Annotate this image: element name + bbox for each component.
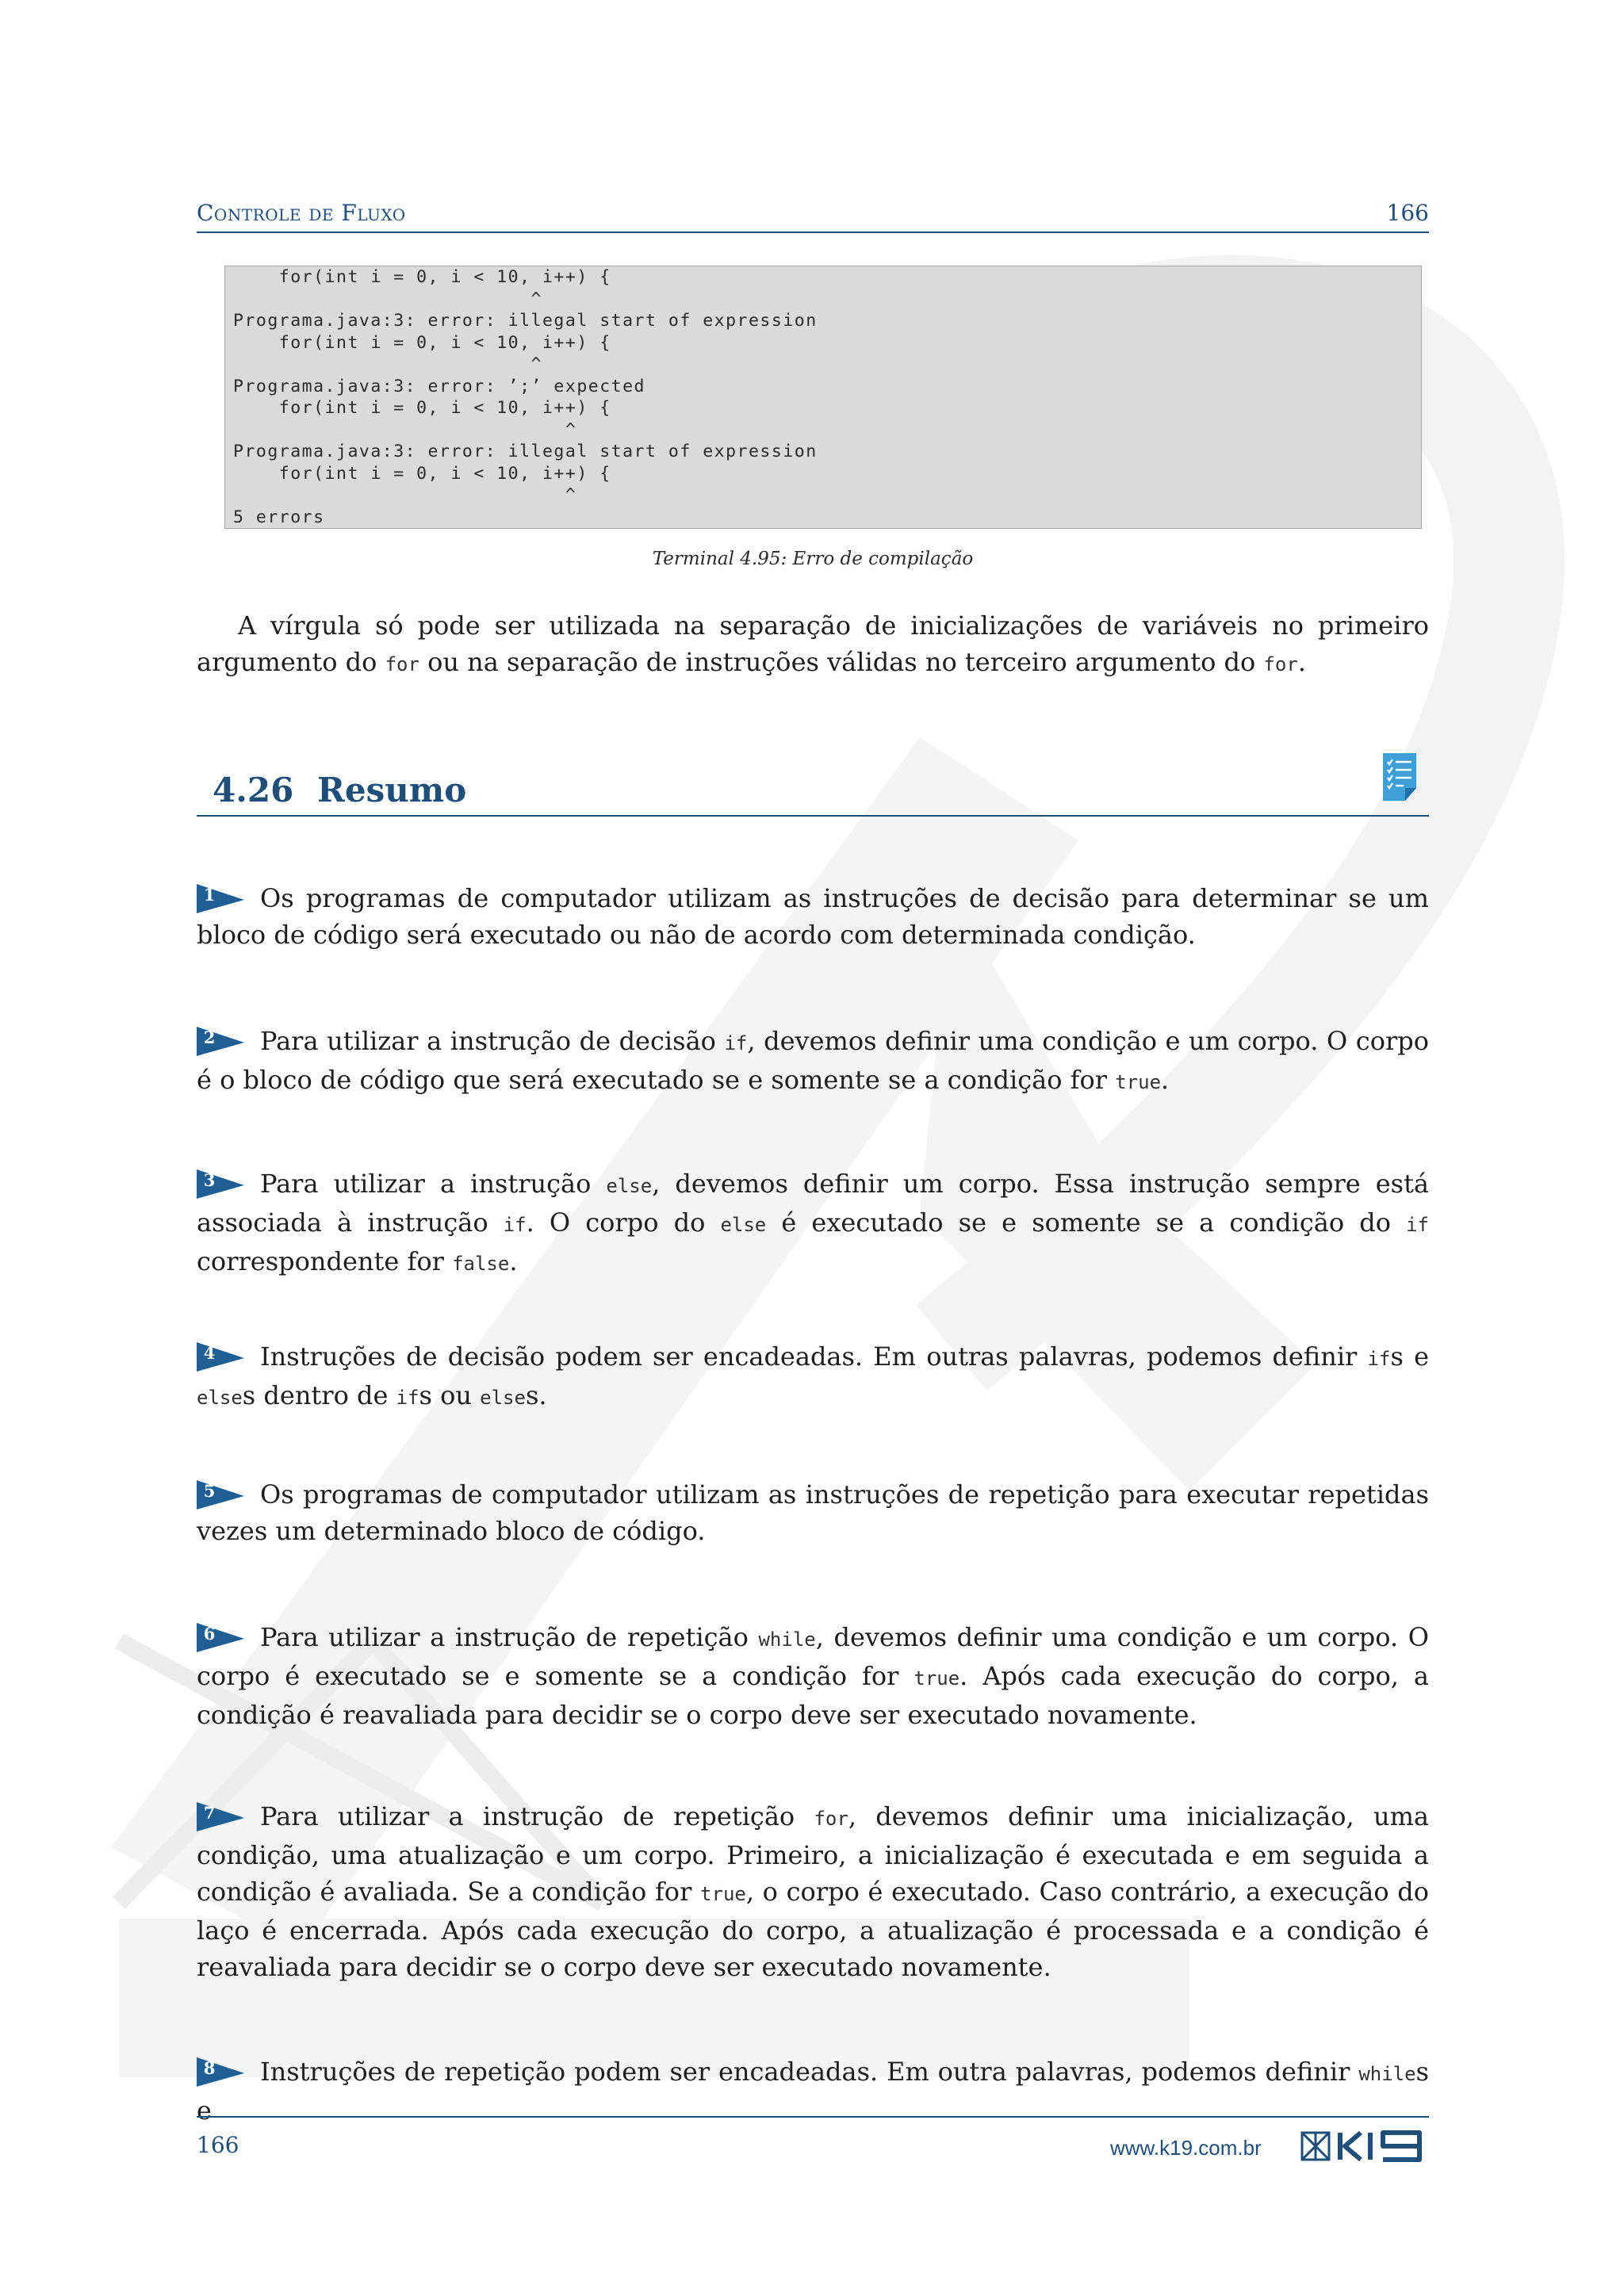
terminal-line: Programa.java:3: error: illegal start of expression <box>233 442 818 461</box>
item-text: , devemos definir uma condição e um corpo. O corpo é o bloco de código que será executado se e somente se a condição for <box>197 1026 1429 1095</box>
terminal-line: for(int i = 0, i < 10, i++) { <box>233 332 611 353</box>
inline-code: true <box>914 1667 960 1689</box>
terminal-line: Programa.java:3: error: illegal start of expression <box>233 311 818 331</box>
inline-code: else <box>480 1387 526 1409</box>
item-number-badge <box>197 1340 244 1373</box>
item-number: 7 <box>203 1803 216 1823</box>
inline-code: while <box>758 1628 816 1651</box>
inline-code: for <box>385 653 419 675</box>
item-text: , devemos definir uma inicialização, uma condição, uma atualização e um corpo. Primeiro, a inicialização é executada e em seguida a condição é avaliada. Se a condição for <box>197 1801 1430 1907</box>
summary-item <box>197 1338 1429 1416</box>
inline-code: if <box>724 1032 748 1054</box>
inline-code: if <box>503 1214 527 1236</box>
intro-text: ou na separação de instruções válidas no terceiro argumento do <box>419 647 1264 677</box>
item-text: Para utilizar a instrução de repetição <box>260 1622 759 1652</box>
item-text: . Após cada execução do corpo, a condição é reavaliada para decidir se o corpo deve ser executado novamente. <box>197 1661 1429 1730</box>
summary-item <box>197 1023 1429 1100</box>
terminal-line: 5 errors <box>233 507 325 527</box>
terminal-line: for(int i = 0, i < 10, i++) { <box>233 463 611 484</box>
item-text: é executado se e somente se a condição do <box>766 1207 1407 1238</box>
terminal-line: ^ <box>233 419 577 440</box>
inline-code: true <box>700 1883 746 1905</box>
item-text: Instruções de decisão podem ser encadeadas. Em outras palavras, podemos definir <box>260 1341 1368 1372</box>
item-text: . O corpo do <box>526 1207 721 1238</box>
terminal-output <box>224 266 1422 529</box>
section-number: 4.26 <box>213 771 294 809</box>
item-text: Para utilizar a instrução de repetição <box>260 1801 814 1831</box>
terminal-line: ^ <box>233 289 542 309</box>
footer-rule <box>197 2116 1429 2118</box>
item-text: Os programas de computador utilizam as instruções de repetição para executar repetidas vezes um determinado bloco de código. <box>197 1479 1429 1546</box>
summary-item <box>197 1476 1429 1549</box>
inline-code: else <box>720 1214 767 1236</box>
header-page-number: 166 <box>1386 200 1429 226</box>
summary-item <box>197 1798 1429 1985</box>
terminal-line: ^ <box>233 354 542 374</box>
item-number: 3 <box>203 1170 216 1190</box>
section-heading <box>197 763 1429 817</box>
inline-code: else <box>606 1175 653 1197</box>
inline-code: true <box>1115 1071 1162 1093</box>
item-number-badge <box>197 1478 244 1511</box>
item-number-badge <box>197 1024 244 1058</box>
item-text: . <box>1161 1065 1170 1095</box>
intro-text: A vírgula só pode ser utilizada na separação de inicializações de variáveis no primeiro argumento do <box>197 610 1429 677</box>
item-number-badge <box>197 2055 244 2088</box>
item-text: . <box>509 1246 518 1276</box>
item-number: 8 <box>203 2058 216 2078</box>
item-number-badge <box>197 1800 244 1833</box>
terminal-line: Programa.java:3: error: ’;’ expected <box>233 376 645 396</box>
item-number: 4 <box>203 1343 216 1363</box>
terminal-caption: Terminal 4.95: Erro de compilação <box>652 549 974 569</box>
terminal-line: for(int i = 0, i < 10, i++) { <box>233 398 611 418</box>
inline-code: while <box>1358 2063 1416 2085</box>
item-text: Instruções de repetição podem ser encadeadas. Em outra palavras, podemos definir <box>260 2057 1359 2087</box>
item-number: 5 <box>203 1481 216 1501</box>
k19-logo <box>1300 2128 1429 2164</box>
intro-text: . <box>1297 647 1306 677</box>
item-text: s ou <box>419 1380 481 1410</box>
item-text: s e <box>197 2057 1429 2126</box>
item-number-badge <box>197 882 244 915</box>
inline-code: else <box>197 1387 243 1409</box>
section-title: Resumo <box>317 771 467 809</box>
chapter-title: Controle de Fluxo <box>197 200 406 226</box>
summary-item <box>197 1165 1429 1282</box>
item-number: 2 <box>203 1027 216 1047</box>
item-text: s dentro de <box>242 1380 396 1410</box>
item-text: correspondente for <box>197 1246 453 1276</box>
item-text: , o corpo é executado. Caso contrário, a execução do laço é encerrada. Após cada execução do corpo, a atualização é processada e a condição é reavaliada para decidir se o corpo deve ser executado novamente. <box>197 1877 1430 1982</box>
inline-code: if <box>396 1387 419 1409</box>
running-header <box>197 200 1429 233</box>
item-number-badge <box>197 1167 244 1200</box>
item-text: Para utilizar a instrução de decisão <box>260 1026 725 1056</box>
item-text: s. <box>525 1380 547 1410</box>
summary-item <box>197 880 1429 953</box>
terminal-line: ^ <box>233 485 577 505</box>
summary-item <box>197 1619 1429 1733</box>
inline-code: if <box>1406 1214 1430 1236</box>
footer-page-number: 166 <box>197 2132 239 2158</box>
inline-code: if <box>1367 1348 1391 1370</box>
item-text: , devemos definir uma condição e um corpo. O corpo é executado se e somente se a condição for <box>197 1622 1430 1691</box>
item-number: 1 <box>203 885 216 905</box>
item-text: s e <box>1390 1341 1430 1372</box>
inline-code: false <box>452 1253 510 1275</box>
inline-code: for <box>814 1808 848 1830</box>
item-text: Os programas de computador utilizam as instruções de decisão para determinar se um bloco de código será executado ou não de acordo com determinada condição. <box>197 883 1429 950</box>
footer-url-link[interactable]: www.k19.com.br <box>1110 2136 1262 2160</box>
item-text: , devemos definir um corpo. Essa instrução sempre está associada à instrução <box>197 1169 1429 1238</box>
summary-list-icon <box>1381 752 1418 802</box>
item-number: 6 <box>203 1624 216 1644</box>
item-number-badge <box>197 1621 244 1654</box>
intro-paragraph <box>197 607 1429 683</box>
inline-code: for <box>1263 653 1298 675</box>
terminal-line: for(int i = 0, i < 10, i++) { <box>233 267 611 287</box>
item-text: Para utilizar a instrução <box>260 1169 607 1199</box>
